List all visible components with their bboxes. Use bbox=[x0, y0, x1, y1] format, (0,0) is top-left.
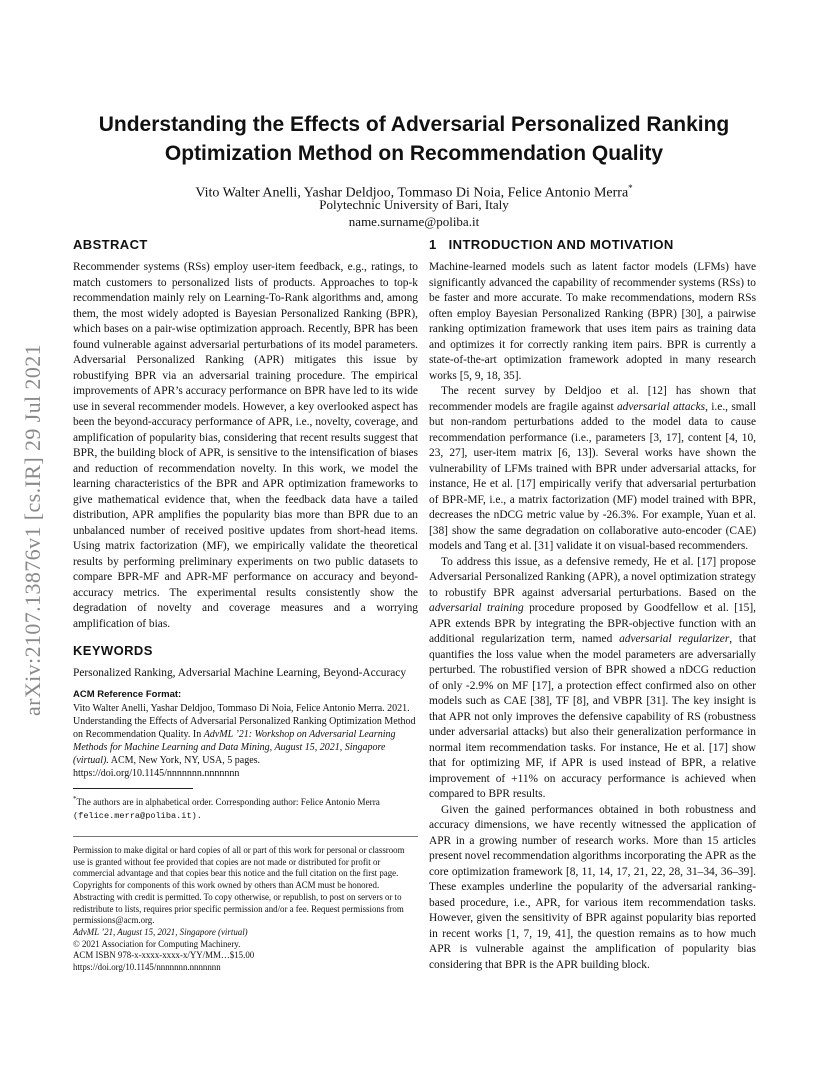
intro-p3-part-c: , that quantifies the loss value when the model parameters are adversarially perturbed. The robustified version of BPR showed a nDCG reduction of only -2.9% on MF [17], a protection effect confirmed also on other models such as CAE [38], TF [8], and VBPR [31]. The key insight is that APR not only improves the defensive capability of RS (robustness under adversarial attacks) but also their generalization performance in normal item recommendation tasks. For instance, He et al. [17] show that for optimizing MF, if APR is used instead of BPR, a relative improvement of +11% on accuracy performance is achieved when compared to BPR results. bbox=[429, 633, 757, 800]
affiliation: Polytechnic University of Bari, Italy bbox=[319, 197, 509, 212]
left-column bbox=[73, 236, 418, 974]
permission-copyright: © 2021 Association for Computing Machinery. bbox=[73, 938, 241, 949]
keywords-text: Personalized Ranking, Adversarial Machine Learning, Beyond-Accuracy bbox=[73, 667, 407, 679]
intro-paragraph-3 bbox=[429, 555, 756, 803]
title-line-1: Understanding the Effects of Adversarial Personalized Ranking bbox=[98, 113, 730, 136]
permission-statement: Permission to make digital or hard copies of all or part of this work for personal or classroom use is granted without fee provided that copies are not made or distributed for profit or commercial advantage and that copies bear this notice and the full citation on the first page. Copyrights for components of this work owned by others than ACM must be honored. Abstracting with credit is permitted. To copy otherwise, or republish, to post on servers or to redistribute to lists, requires prior specific permission and/or a fee. Request permissions from permissions@acm.org. bbox=[73, 845, 405, 926]
arxiv-identifier: arXiv:2107.13876v1 [cs.IR] 29 Jul 2021 bbox=[20, 343, 45, 717]
footnote-text: The authors are in alphabetical order. Corresponding author: Felice Antonio Merra bbox=[76, 797, 380, 808]
introduction-heading: 1 INTRODUCTION AND MOTIVATION bbox=[429, 237, 674, 252]
intro-p2-italic: adversarial attacks bbox=[616, 400, 706, 413]
author-footnote bbox=[73, 793, 418, 822]
keywords-heading: KEYWORDS bbox=[73, 643, 153, 658]
permission-venue-text: AdvML ’21, August 15, 2021, Singapore (virtual) bbox=[73, 926, 248, 937]
acm-reference-part-1: Vito Walter Anelli, Yashar Deldjoo, Tommaso Di Noia, Felice Antonio Merra. 2021. Understanding the Effects of Adversarial Personalized Ranking Optimization Method on Recommendation Quality. In bbox=[73, 703, 416, 740]
permission-venue bbox=[73, 927, 418, 939]
author-footnote-mark: * bbox=[628, 183, 633, 193]
acm-reference-heading: ACM Reference Format: bbox=[73, 689, 182, 700]
intro-p3-part-a: To address this issue, as a defensive remedy, He et al. [17] propose Adversarial Personalized Ranking (APR), a novel optimization strategy to robustify BPR against adversarial perturbations. Based on the bbox=[429, 555, 756, 599]
intro-p2-part-a: The recent survey by Deldjoo et al. [12] has shown that recommender models are fragile against bbox=[429, 385, 756, 413]
acm-reference-text bbox=[73, 702, 418, 780]
arxiv-sidebar bbox=[18, 300, 48, 760]
intro-paragraph-4: Given the gained performances obtained in both robustness and accuracy dimensions, we have recently witnessed the application of APR in a growing number of research works. More than 15 articles present novel recommendation algorithms incorporating the APR as the core optimization framework [8, 11, 14, 17, 21, 22, 28, 31–34, 36–39]. These examples underline the popularity of the adversarial ranking-based procedure, i.e., APR, for various item recommendation tasks. However, given the sensitivity of BPR against popularity bias reported in recent works [1, 7, 19, 41], the question remains as to how much APR is vulnerable against the amplification of popularity bias considering that BPR is the APR building block. bbox=[429, 803, 756, 971]
right-column bbox=[429, 236, 756, 973]
permission-isbn: ACM ISBN 978-x-xxxx-xxxx-x/YY/MM…$15.00 bbox=[73, 950, 255, 961]
authors-text: Vito Walter Anelli, Yashar Deldjoo, Tommaso Di Noia, Felice Antonio Merra bbox=[195, 185, 629, 201]
intro-p3-part-b: procedure proposed by Goodfellow et al. [15], APR extends BPR by integrating the BPR-objective function with an additional regularization term, named bbox=[429, 602, 756, 645]
footnote-mark: * bbox=[73, 795, 77, 803]
footnote-rule bbox=[73, 788, 193, 789]
abstract-heading: ABSTRACT bbox=[73, 237, 148, 252]
intro-p3-italic-2: adversarial regularizer bbox=[619, 633, 730, 645]
intro-paragraph-2 bbox=[429, 384, 756, 555]
permission-block bbox=[73, 836, 418, 974]
abstract-text: Recommender systems (RSs) employ user-item feedback, e.g., ratings, to match customers to personalized lists of products. Approaches to top-k recommendation mainly rely on Learning-To-Rank algorithms and, among them, the most widely adopted is Bayesian Personalized Ranking (BPR), which bases on a pair-wise optimization approach. Recently, BPR has been found vulnerable against adversarial perturbations of its model parameters. Adversarial Personalized Ranking (APR) mitigates this issue by robustifying BPR via an adversarial training procedure. The empirical improvements of APR’s accuracy performance on BPR have led to its wide use in several recommender models. However, a key overlooked aspect has been the beyond-accuracy performance of APR, i.e., novelty, coverage, and amplification of popularity bias, considering that recent results suggest that BPR, the building block of APR, is sensitive to the intensification of biases and reduction of recommendation novelty. In this work, we model the learning characteristics of the BPR and APR optimization frameworks to give mathematical evidence that, when the feedback data have a tailed distribution, APR amplifies the popularity bias more than BPR due to an unbalanced number of received positive updates from short-head items. Using matrix factorization (MF), we empirically validate the theoretical results by performing preliminary experiments on two public datasets to compare BPR-MF and APR-MF performance on accuracy and beyond-accuracy metrics. The experimental results consistently show the degradation of novelty and coverage measures and a worrying amplification of bias. bbox=[73, 261, 418, 630]
acm-reference-venue: AdvML ’21: Workshop on Adversarial Learning Methods for Machine Learning and Data Mining, August 15, 2021, Singapore (virtual). bbox=[73, 729, 396, 766]
intro-p3-italic-1: adversarial training bbox=[429, 602, 524, 614]
paper-title bbox=[60, 110, 768, 168]
intro-p2-part-b: , i.e., small but non-random perturbations added to the model data to cause recommendation performance (i.e., parameters [3, 17], content [4, 10, 23, 27], user-item matrix [6, 13]). Several works have shown the vulnerability of LFMs trained with BPR under adversarial attacks, for instance, He et al. [17] empirically verify that adversarial perturbation of BPR-MF, i.e., a matrix factorization (MF) model trained with BPR, decreases the nDCG metric value by -26.3%. For example, Yuan et al. [38] show the same degradation on collaborative auto-encoder (CAE) models and Tang et al. [31] validate it on visual-based recommenders. bbox=[429, 400, 757, 552]
intro-paragraph-1: Machine-learned models such as latent factor models (LFMs) have significantly advanced the capability of recommender systems (RSs) to be faster and more accurate. To make recommendations, modern RSs often employ Bayesian Personalized Ranking (BPR) [30], a pairwise ranking optimization framework that uses item pairs as training data and optimizes it for correctly ranking item pairs. BPR is currently a state-of-the-art optimization framework adopted in many research works [5, 9, 18, 35]. bbox=[429, 261, 756, 382]
contact-email: name.surname@poliba.it bbox=[348, 214, 480, 229]
acm-reference-part-2: ACM, New York, NY, USA, 5 pages. https://doi.org/10.1145/nnnnnnn.nnnnnnn bbox=[73, 755, 261, 779]
title-line-2: Optimization Method on Recommendation Quality bbox=[164, 142, 664, 165]
footnote-email: (felice.merra@poliba.it). bbox=[73, 810, 202, 821]
permission-doi: https://doi.org/10.1145/nnnnnnn.nnnnnnn bbox=[73, 962, 221, 973]
